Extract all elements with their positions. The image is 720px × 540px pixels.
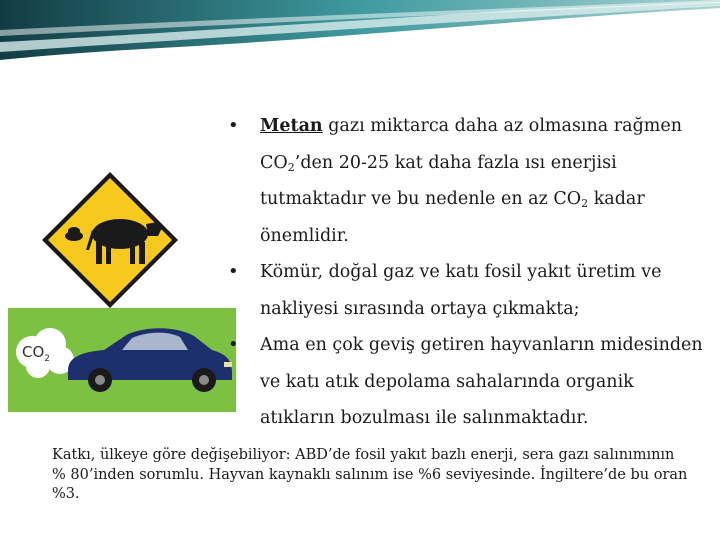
bullet-line: $CO_2’den$ 20-25 kat daha fazla ısı enerjisi [260,152,617,174]
bullet-list [228,108,708,437]
bullet-item-ruminants [228,327,708,437]
methane-term: Metan [260,116,323,136]
bullet-line: ve katı atık depolama sahalarında organik [260,371,634,392]
bullet-line: nakliyesi sırasında ortaya çıkmakta; [260,298,580,319]
bullet-icon: • [228,261,239,282]
header-banner [0,0,720,70]
bullet-line: önemlidir. [260,225,349,246]
car-emission-panel [8,308,236,412]
bullet-line: Ama en çok geviş getiren hayvanların midesinden [260,335,703,355]
bullet-icon: • [228,115,239,136]
co2-label: $CO_2$ [22,343,51,364]
bullet-item-fossil [228,254,708,327]
bullet-line: tutmaktadır ve bu nedenle en az $CO_2$ kadar [260,189,645,210]
bullet-icon: • [228,334,239,355]
bullet-line: Metan gazı miktarca daha az olmasına rağmen [260,116,683,136]
car-illustration [8,308,236,412]
footnote: Katkı, ülkeye göre değişebiliyor: ABD’de fosil yakıt bazlı enerji, sera gazı salınımının % 80’inden sorumlu. Hayvan kaynaklı salınım ise %6 seviyesinde. İngiltere’de bu oran %3. [52,447,688,502]
bullet-line: atıkların bozulması ile salınmaktadır. [260,408,589,428]
cow-warning-sign [40,170,180,310]
bullet-line: Kömür, doğal gaz ve katı fosil yakıt üretim ve [260,262,662,282]
bullet-item-methane [228,108,708,254]
